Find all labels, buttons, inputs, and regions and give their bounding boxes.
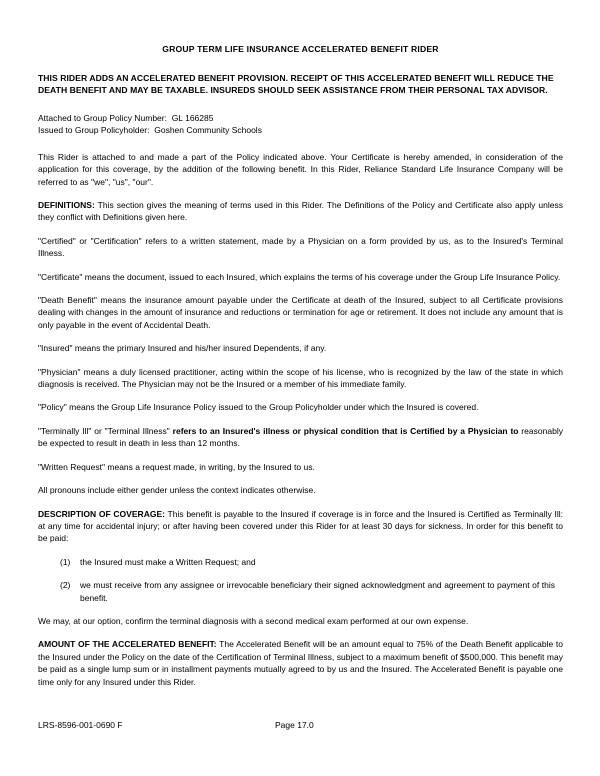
terminally-ill-lead: "Terminally Ill" or "Terminal Illness" xyxy=(38,425,173,436)
amount-of-benefit-body: The Accelerated Benefit will be an amount equal to 75% of the Death Benefit applicable to the Insured under the Policy on the date of the Certification of Terminal Illness, subject to a maximum benefit of $500,000. This benefit may be paid as a single lump sum or in installment payments mutually agreed to by us and the Insured. The Accelerated Benefit is payable one time only for any Insured under this Rider. xyxy=(38,639,563,687)
intro-paragraph: This Rider is attached to and made a part of the Policy indicated above. Your Certificate is hereby amended, in consideration of the application for this coverage, by the addition of the following benefit. In this Rider, Reliance Standard Life Insurance Company will be referred to as "we", "us", "our". xyxy=(38,151,563,187)
definition-certificate: "Certificate" means the document, issued to each Insured, which explains the terms of his coverage under the Group Life Insurance Policy. xyxy=(38,271,561,282)
pronouns-paragraph: All pronouns include either gender unless the context indicates otherwise. xyxy=(38,485,316,496)
list-item xyxy=(38,579,563,604)
definition-policy: "Policy" means the Group Life Insurance Policy issued to the Group Policyholder under which the Insured is covered. xyxy=(38,402,479,413)
definitions-intro-paragraph xyxy=(38,199,563,224)
definitions-heading: DEFINITIONS: xyxy=(38,200,95,211)
list-item-marker: (1) xyxy=(60,556,71,567)
page-footer xyxy=(38,720,563,732)
definition-physician: "Physician" means a duly licensed practitioner, acting within the scope of his license, who is recognized by the law of the state in which diagnosis is received. The Physician may not be the Insured or a member of his immediate family. xyxy=(38,366,563,390)
benefit-conditions-list xyxy=(38,556,563,604)
definition-insured: "Insured" means the primary Insured and his/her insured Dependents, if any. xyxy=(38,343,327,354)
issued-to-policyholder-line: Issued to Group Policyholder: Goshen Community Schools xyxy=(38,125,262,136)
form-number: LRS-8596-001-0690 F xyxy=(38,720,123,730)
attached-to-policy-number-line: Attached to Group Policy Number: GL 166285 xyxy=(38,112,214,123)
amount-of-benefit-paragraph xyxy=(38,638,563,688)
policy-info-block xyxy=(38,112,563,137)
definition-terminally-ill xyxy=(38,425,563,450)
second-medical-exam-paragraph: We may, at our option, confirm the terminal diagnosis with a second medical exam performed at our own expense. xyxy=(38,615,469,626)
tax-notice-paragraph: THIS RIDER ADDS AN ACCELERATED BENEFIT PROVISION. RECEIPT OF THIS ACCELERATED BENEFIT WILL REDUCE THE DEATH BENEFIT AND MAY BE TAXABLE. INSUREDS SHOULD SEEK ASSISTANCE FROM THEIR PERSONAL TAX ADVISOR. xyxy=(38,72,554,96)
page-title: GROUP TERM LIFE INSURANCE ACCELERATED BENEFIT RIDER xyxy=(162,44,439,54)
description-of-coverage-heading: DESCRIPTION OF COVERAGE: xyxy=(38,508,165,519)
terminally-ill-bold-clause: refers to an Insured's illness or physical condition that is Certified by a Physician to xyxy=(172,425,519,436)
list-item-text: we must receive from any assignee or irrevocable beneficiary their signed acknowledgment and agreement to payment of this benefit. xyxy=(80,580,555,603)
list-item-text: the Insured must make a Written Request; and xyxy=(80,556,256,567)
definition-written-request: "Written Request" means a request made, in writing, by the Insured to us. xyxy=(38,461,315,472)
list-item-marker: (2) xyxy=(60,580,71,591)
definition-certified: "Certified" or "Certification" refers to a written statement, made by a Physician on a form provided by us, as to the Insured's Terminal Illness. xyxy=(38,235,563,259)
amount-of-benefit-heading: AMOUNT OF THE ACCELERATED BENEFIT: xyxy=(38,639,217,650)
definitions-intro-text: This section gives the meaning of terms used in this Rider. The Definitions of the Policy and Certificate also apply unless they conflict with Definitions given here. xyxy=(38,200,563,223)
list-item xyxy=(38,556,563,568)
page-number: Page 17.0 xyxy=(275,720,314,730)
definition-death-benefit: "Death Benefit" means the insurance amount payable under the Certificate at death of the Insured, subject to all Certificate provisions dealing with changes in the amount of insurance and reductions or termination for age or retirement. It does not include any amount that is only payable in the event of Accidental Death. xyxy=(38,295,563,330)
description-of-coverage-paragraph xyxy=(38,508,563,545)
description-of-coverage-body: This benefit is payable to the Insured if coverage is in force and the Insured is Certified as Terminally Ill: at any time for accidental injury; or after having been covered under this Rider for at least 30 days for sickness. In order for this benefit to be paid: xyxy=(38,508,563,544)
terminally-ill-tail: reasonably be expected to result in death in less than 12 months. xyxy=(38,425,563,449)
